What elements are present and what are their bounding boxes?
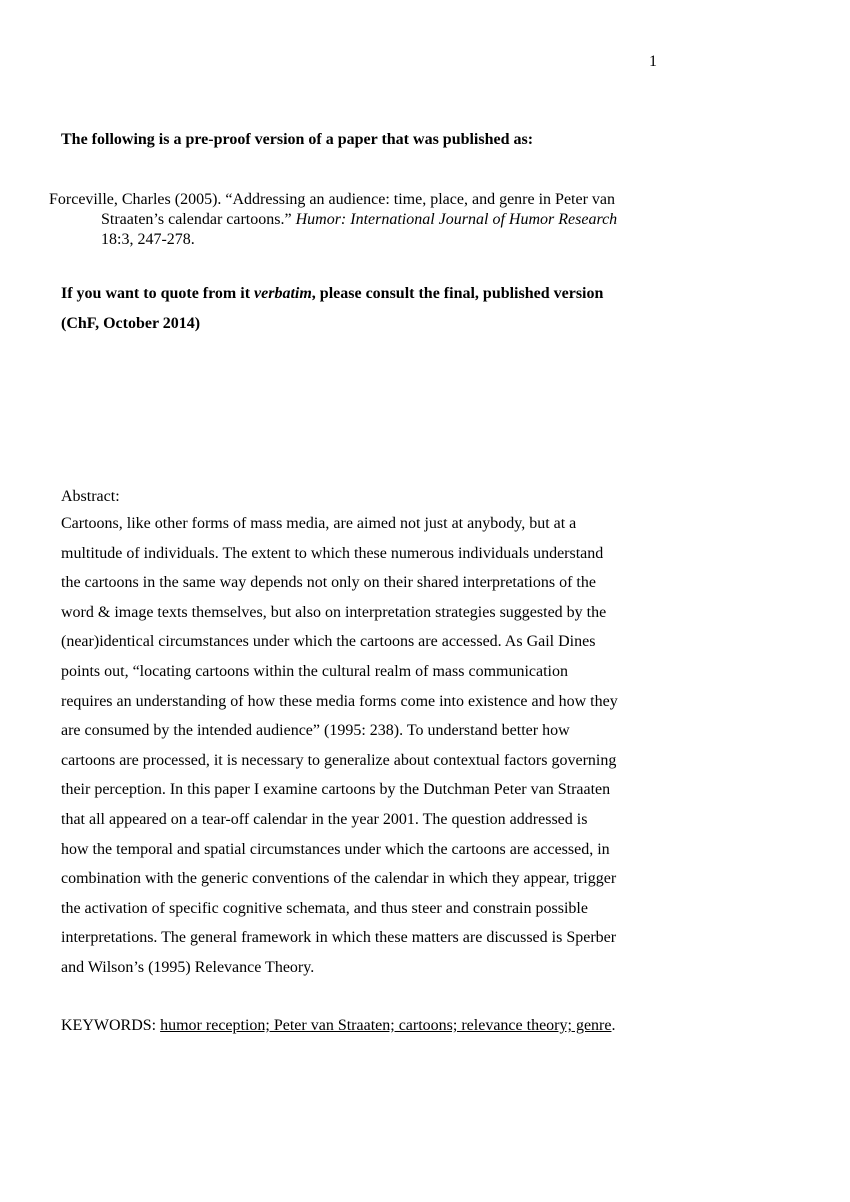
quote-warning-line-1 xyxy=(61,279,603,309)
abstract-line: Cartoons, like other forms of mass media, are aimed not just at anybody, but at a xyxy=(61,515,577,532)
abstract-line: and Wilson’s (1995) Relevance Theory. xyxy=(61,958,315,976)
abstract-line: how the temporal and spatial circumstances under which the cartoons are accessed, in xyxy=(61,840,610,858)
keywords-label: KEYWORDS: xyxy=(61,1017,161,1034)
citation-title-end: Straaten’s calendar cartoons.” xyxy=(101,211,296,228)
abstract-line: requires an understanding of how these media forms come into existence and how they xyxy=(61,692,618,710)
abstract-line: points out, “locating cartoons within the cultural realm of mass communication xyxy=(61,662,568,680)
quote-warning-suffix: , please consult the final, published version xyxy=(311,285,604,302)
keywords xyxy=(61,1017,615,1035)
quote-warning-line-2: (ChF, October 2014) xyxy=(61,315,201,332)
abstract-line: that all appeared on a tear-off calendar in the year 2001. The question addressed is xyxy=(61,810,588,828)
abstract-line: interpretations. The general framework in which these matters are discussed is Sperber xyxy=(61,929,617,947)
quote-warning-prefix: If you want to quote from it xyxy=(61,285,255,302)
abstract-line: word & image texts themselves, but also on interpretation strategies suggested by the xyxy=(61,603,607,621)
keywords-list: humor reception; Peter van Straaten; cartoons; relevance theory; genre xyxy=(160,1017,612,1034)
abstract-heading: Abstract: xyxy=(61,488,120,505)
citation-line-2 xyxy=(49,210,661,230)
abstract-line: combination with the generic conventions of the calendar in which they appear, trigger xyxy=(61,870,617,888)
journal-name: Humor: International Journal of Humor Research xyxy=(295,211,618,228)
abstract-line: the activation of specific cognitive schemata, and thus steer and constrain possible xyxy=(61,899,588,917)
page-number: 1 xyxy=(649,53,657,70)
citation-line-1: Forceville, Charles (2005). “Addressing an audience: time, place, and genre in Peter van xyxy=(49,191,616,208)
citation xyxy=(49,190,661,250)
citation-line-3: 18:3, 247-278. xyxy=(101,231,195,248)
abstract-line: (near)identical circumstances under which the cartoons are accessed. As Gail Dines xyxy=(61,633,596,651)
abstract-line: cartoons are processed, it is necessary to generalize about contextual factors governing xyxy=(61,751,617,769)
abstract-section xyxy=(61,485,671,983)
abstract-line: are consumed by the intended audience” (1995: 238). To understand better how xyxy=(61,722,570,740)
quote-warning xyxy=(61,279,603,339)
pre-proof-notice: The following is a pre-proof version of a paper that was published as: xyxy=(61,131,534,148)
abstract-line: the cartoons in the same way depends not only on their shared interpretations of the xyxy=(61,574,596,592)
keywords-end: . xyxy=(611,1017,616,1034)
abstract-line: their perception. In this paper I examine cartoons by the Dutchman Peter van Straaten xyxy=(61,781,611,799)
verbatim-emphasis: verbatim xyxy=(254,285,312,302)
abstract-line: multitude of individuals. The extent to which these numerous individuals understand xyxy=(61,544,604,562)
